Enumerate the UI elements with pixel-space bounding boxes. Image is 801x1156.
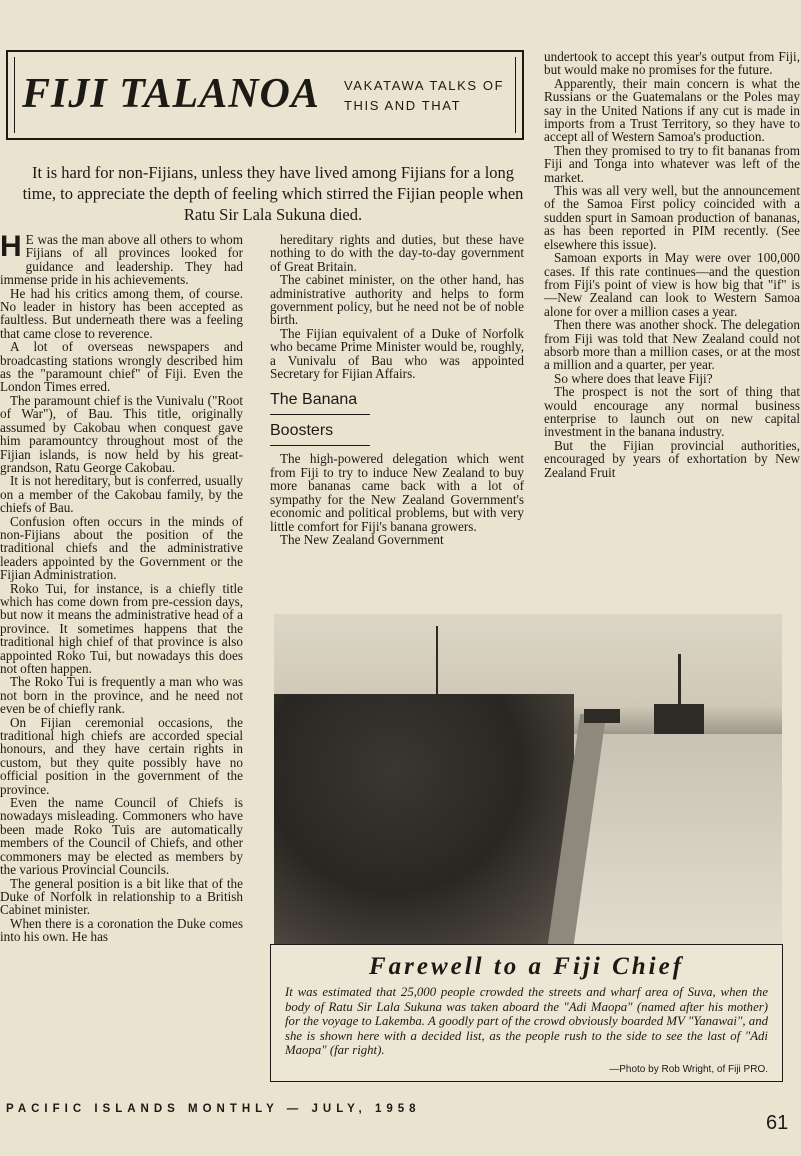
col2-para-0: hereditary rights and duties, but these have nothing to do with the day-to-day government of Great Britain. xyxy=(270,232,524,274)
col3-para-3: This was all very well, but the announcement of the Samoa First policy coincided with a sudden spurt in Samoan production of bananas, as has been reported in PIM recently. (See elsewhere this issue). xyxy=(544,183,800,252)
col3-para-8: But the Fijian provincial authorities, encouraged by years of exhortation by New Zealand Fruit xyxy=(544,437,800,480)
col2-para-3: The high-powered delegation which went from Fiji to try to induce New Zealand to buy more bananas came back with a lot of sympathy for the New Zealand Government's economic and political problems, but with very little comfort for Fiji's banana growers. xyxy=(270,451,524,534)
col1-para-3: The paramount chief is the Vunivalu ("Root of War"), of Bau. This title, originally assumed by Cakobau when conquest gave him paramountcy throughout most of the Fijian islands, is now held by his great-grandson, Ratu George Cakobau. xyxy=(0,392,243,475)
col1-para-1: He had his critics among them, of course. No leader in history has been accepted as faultless. But underneath there was a feeling that came close to reverence. xyxy=(0,285,243,341)
col3-para-7: The prospect is not the sort of thing that would encourage any normal business enterprise to launch out on new capital investment in the banana industry. xyxy=(544,384,800,440)
col3-para-0: undertook to accept this year's output from Fiji, but would make no promises for the future. xyxy=(544,50,800,78)
photo-credit: —Photo by Rob Wright, of Fiji PRO. xyxy=(609,1064,768,1075)
col3-para-2: Then they promised to try to fit bananas from Fiji and Tonga into whatever was left of the market. xyxy=(544,142,800,185)
ship-yanawai xyxy=(654,704,704,734)
flagpole xyxy=(436,626,438,696)
col1-para-2: A lot of overseas newspapers and broadcasting stations wrongly described him as the "paramount chief" of Fiji. Even the London Times erred. xyxy=(0,339,243,395)
subheading-boosters: Boosters xyxy=(270,421,370,446)
col1-para-4: It is not hereditary, but is conferred, usually on a member of the Cakobau family, by the chiefs of Bau. xyxy=(0,473,243,516)
ship-distant xyxy=(584,709,620,723)
intro-paragraph: It is hard for non-Fijians, unless they have lived among Fijians for a long time, to appreciate the depth of feeling which stirred the Fijian people when Ratu Sir Lala Sukuna died. xyxy=(22,163,524,224)
col1-para-9: Even the name Council of Chiefs is nowadays misleading. Commoners who have been made Roko Tuis are automatically members of the Council of Chiefs, and other commoners may be elected as members by the various Provincial Councils. xyxy=(0,795,243,878)
column-2 xyxy=(270,233,524,546)
masthead-title: FIJI TALANOA xyxy=(22,71,320,117)
col3-para-1: Apparently, their main concern is what the Russians or the Guatemalans or the Poles may say in the United Nations if any cut is made in imports from a Trust Territory, so they have to accept all of Western Samoa's production. xyxy=(544,75,800,145)
photo-caption xyxy=(270,944,783,1082)
column-1 xyxy=(0,233,243,1093)
page-number: 61 xyxy=(766,1112,789,1134)
column-3 xyxy=(544,50,800,596)
masthead xyxy=(6,50,524,140)
col2-para-1: The cabinet minister, on the other hand, has administrative authority and helps to form government policy, but he need not be of noble birth. xyxy=(270,272,524,328)
caption-title: Farewell to a Fiji Chief xyxy=(368,953,685,980)
col1-para-8: On Fijian ceremonial occasions, the traditional high chiefs are accorded special honours, and they have certain rights in custom, but they quite possibly have no official position in the government of the province. xyxy=(0,714,243,797)
subheading-banana: The Banana xyxy=(270,390,370,415)
col1-para-6: Roko Tui, for instance, is a chiefly title which has come down from pre-cession days, but now it means the administrative head of a province. It sometimes happens that the traditional high chief of that province is also appointed Roko Tui, but nowadays this does not often happen. xyxy=(0,580,243,676)
col1-para-7: The Roko Tui is frequently a man who was not born in the province, and he need not even be of chiefly rank. xyxy=(0,674,243,717)
footer-publication: PACIFIC ISLANDS MONTHLY — JULY, 1958 xyxy=(6,1103,421,1115)
caption-text: It was estimated that 25,000 people crowded the streets and wharf area of Suva, when the body of Ratu Sir Lala Sukuna was taken aboard the "Adi Maopa" (named after his mother) for the voyage to Lakemba. A goodly part of the crowd obviously boarded MV "Yanawai", and she is shown here with a decided list, as the people rush to the side to see the last of "Adi Maopa" (far right). xyxy=(285,985,768,1057)
col1-para-11: When there is a coronation the Duke comes into his own. He has xyxy=(0,915,243,945)
col3-para-4: Samoan exports in May were over 100,000 cases. If this rate continues—and the question from Fiji's point of view is how big that "if" is—New Zealand can look to Western Samoa alone for over a million cases a year. xyxy=(544,250,800,319)
crowd-area xyxy=(274,694,574,944)
harbour-water xyxy=(572,734,782,944)
ship-mast xyxy=(678,654,681,706)
wharf-crowd-photo xyxy=(274,614,782,944)
masthead-subtitle: VAKATAWA TALKS OF THIS AND THAT xyxy=(344,78,505,113)
col1-para-5: Confusion often occurs in the minds of non-Fijians about the position of the traditional chiefs and the administrative leaders appointed by the Government or the Fijian Administration. xyxy=(0,513,243,583)
col2-para-2: The Fijian equivalent of a Duke of Norfolk who became Prime Minister would be, roughly, a Vunivalu of Bau who was appointed Secretary for Fijian Affairs. xyxy=(270,325,524,382)
col2-para-4: The New Zealand Government xyxy=(280,531,444,547)
col3-para-6: So where does that leave Fiji? xyxy=(554,370,713,386)
drop-cap: H xyxy=(0,233,22,263)
col3-para-5: Then there was another shock. The delegation from Fiji was told that New Zealand could not absorb more than a million cases, or at the most a million and a quarter, per year. xyxy=(544,317,800,373)
col1-para-0: H E was the man above all others to whom Fijians of all provinces looked for guidance and leadership. They had immense pride in his achievements. xyxy=(0,233,243,288)
col1-para-10: The general position is a bit like that of the Duke of Norfolk in relationship to a British Cabinet minister. xyxy=(0,875,243,918)
